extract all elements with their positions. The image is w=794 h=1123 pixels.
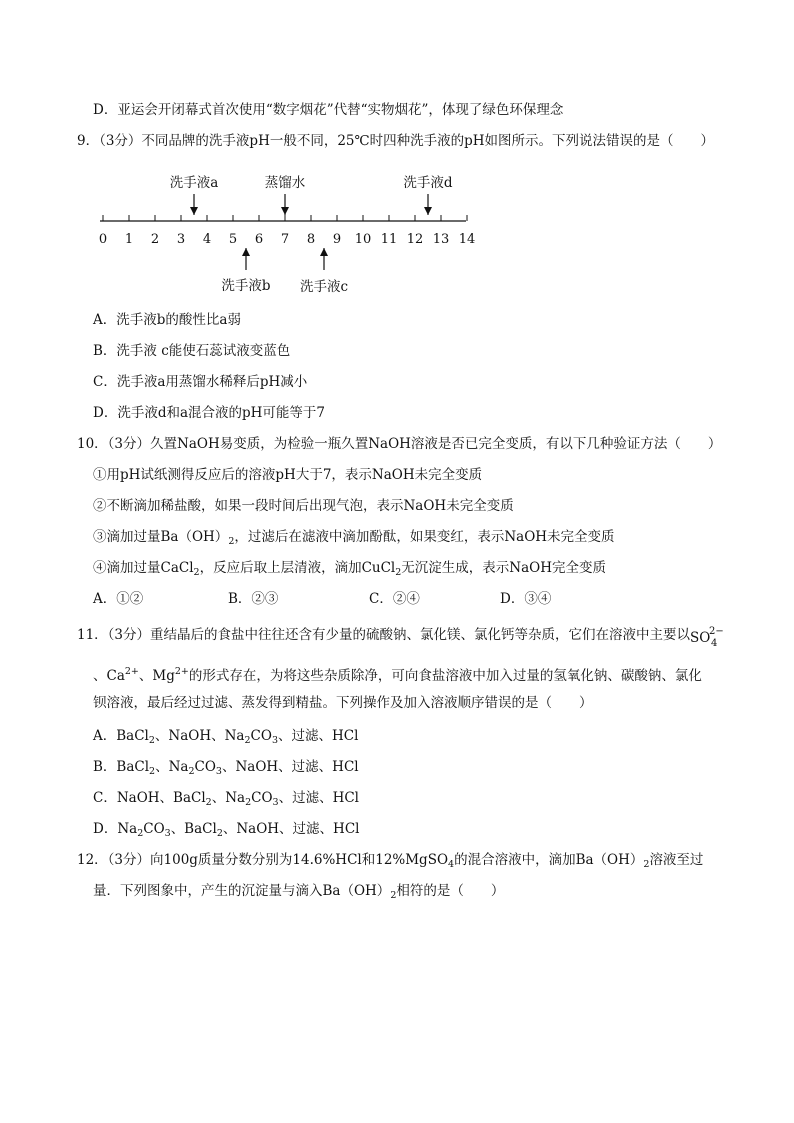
ph-tick-label: 11	[380, 232, 398, 247]
q11-option-c: C．NaOH、BaCl$_2$、$Na_2CO_3$、过滤、HCl	[93, 790, 359, 808]
ph-tick-label: 12	[406, 232, 424, 247]
ph-tick-label: 3	[176, 232, 186, 247]
q10-method-3: ③滴加过量$Ba(OH)_2$，过滤后在滤液中滴加酚酞，如果变红，表示NaOH未完全变质	[93, 529, 615, 547]
q12-stem-line2: 量．下列图象中，产生的沉淀量与滴入$Ba(OH)_2$相符的是（ ）	[93, 883, 505, 901]
ph-arrow-up-head	[242, 248, 250, 256]
q11-option-a: A．BaCl$_2$、NaOH、$Na_2CO_3$、过滤、HCl	[93, 728, 359, 746]
ph-tick-label: 0	[98, 232, 108, 247]
ph-label-above: 洗手液d	[403, 175, 453, 191]
ph-tick-label: 6	[254, 232, 264, 247]
q10-option-b: B．②③	[228, 591, 279, 607]
q10-method-1: ①用pH试纸测得反应后的溶液pH大于7，表示NaOH未完全变质	[93, 467, 483, 483]
q9-stem: 9．（3分）不同品牌的洗手液pH一般不同，25℃时四种洗手液的pH如图所示。下列说法错误的是（ ）	[77, 133, 715, 149]
ph-tick-label: 4	[202, 232, 212, 247]
ph-label-above: 蒸馏水	[264, 175, 306, 191]
q11-stem-line2: 、$Ca^{2+}$、$Mg^{2+}$的形式存在，为将这些杂质除净，可向食盐溶液中加入过量的氢氧化钠、碳酸钠、氯化	[93, 666, 702, 684]
ph-arrow-up-head	[320, 248, 328, 256]
sulfate-ion: SO 2− 4	[690, 625, 724, 649]
ph-tick-label: 7	[280, 232, 290, 247]
q9-option-c: C．洗手液a用蒸馏水稀释后pH减小	[93, 374, 308, 390]
q10-method-2: ②不断滴加稀盐酸，如果一段时间后出现气泡，表示NaOH未完全变质	[93, 498, 514, 514]
ph-arrow-down-head	[281, 207, 289, 215]
ph-label-below: 洗手液b	[221, 278, 271, 294]
ph-tick-label: 10	[354, 232, 372, 247]
ph-label-below: 洗手液c	[299, 279, 349, 295]
q10-stem: 10．（3分）久置NaOH易变质，为检验一瓶久置NaOH溶液是否已完全变质，有以下几种验证方法（ ）	[77, 436, 722, 452]
q10-option-d: D．③④	[500, 591, 552, 607]
q8-option-d: D．亚运会开闭幕式首次使用“数字烟花”代替“实物烟花”，体现了绿色环保理念	[93, 102, 564, 118]
q10-option-a: A．①②	[93, 591, 144, 607]
q9-option-b: B．洗手液 c能使石蕊试液变蓝色	[93, 343, 291, 359]
q11-option-d: D．$Na_2CO_3$、BaCl$_2$、NaOH、过滤、HCl	[93, 821, 360, 839]
ph-tick-label: 9	[332, 232, 342, 247]
q11-stem-line3: 钡溶液，最后经过过滤、蒸发得到精盐。下列操作及加入溶液顺序错误的是（ ）	[93, 695, 593, 711]
q11-option-b: B．BaCl$_2$、$Na_2CO_3$、NaOH、过滤、HCl	[93, 759, 359, 777]
ph-tick-label: 1	[124, 232, 134, 247]
q9-option-d: D．洗手液d和a混合液的pH可能等于7	[93, 405, 326, 421]
q10-method-4: ④滴加过量CaCl$_2$，反应后取上层清液，滴加CuCl$_2$无沉淀生成，表示NaOH完全变质	[93, 560, 606, 578]
ph-arrow-down-head	[424, 207, 432, 215]
ph-ticks	[99, 215, 475, 247]
ph-tick-label: 5	[228, 232, 238, 247]
ph-scale-figure	[0, 160, 794, 300]
ph-label-above: 洗手液a	[169, 175, 219, 191]
ph-tick-label: 14	[458, 232, 476, 247]
q11-stem-line1: 11．（3分）重结晶后的食盐中往往还含有少量的硫酸钠、氯化镁、氯化钙等杂质，它们在溶液中主要以 SO 2− 4	[77, 625, 724, 649]
q12-stem-line1: 12．（3分）向100g质量分数分别为14.6%HCl和12%MgSO$_4$的混合溶液中，滴加$Ba(OH)_2$溶液至过	[77, 852, 704, 870]
ph-tick-label: 13	[432, 232, 450, 247]
ph-tick-label: 8	[306, 232, 316, 247]
ph-tick-label: 2	[150, 232, 160, 247]
q9-option-a: A．洗手液b的酸性比a弱	[93, 312, 241, 328]
ph-arrow-down-head	[190, 207, 198, 215]
q10-option-c: C．②④	[369, 591, 420, 607]
